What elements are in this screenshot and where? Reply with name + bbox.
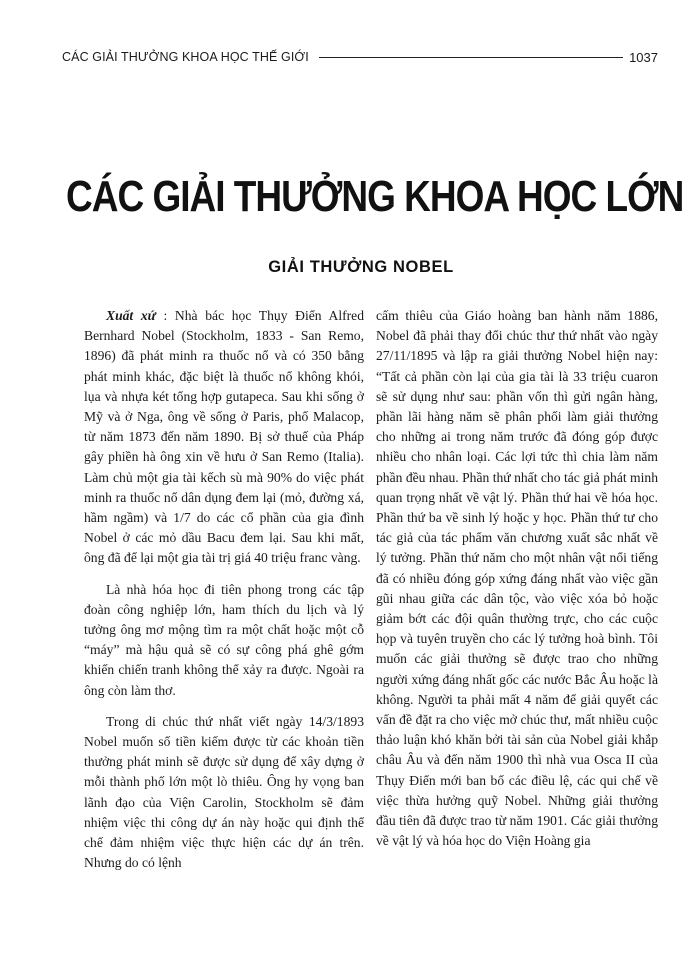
section-title: GIẢI THƯỞNG NOBEL xyxy=(268,258,454,276)
left-column xyxy=(84,306,364,884)
origin-body: : Nhà bác học Thụy Điển Alfred Bernhard Nobel (Stockholm, 1833 - San Remo, 1896) đã phát minh ra thuốc nổ và có 350 bằng phát minh khác, đặc biệt là thuốc nổ không khói, lụa và nhựa két tổng hợp gutapeca. Sau khi sống ở Mỹ và ở Nga, ông về sống ở Paris, phố Malacop, từ năm 1873 đến năm 1890. Bị sở thuế của Pháp gây phiền hà ông xin về hưu ở San Remo (Italia). Làm chủ một gia tài kếch sù mà 90% do việc phát minh ra thuốc nổ dân dụng đem lại (mỏ, đường xá, hầm ngầm) và 1/7 do các cổ phần của gia đình Nobel ở các mỏ dầu Bacu đem lại. Sau khi mất, ông đã để lại một gia tài trị giá 40 triệu franc vàng. xyxy=(84,308,364,566)
origin-lead-label: Xuất xứ xyxy=(106,308,156,323)
paragraph-first-will: Trong di chúc thứ nhất viết ngày 14/3/1893 Nobel muốn số tiền kiếm được từ các khoản tiền thưởng phát minh sẽ được sử dụng để xây dựng ở mỗi thành phố lớn một lò thiêu. Ông hy vọng ban lãnh đạo của Viện Carolin, Stockholm sẽ đảm nhiệm việc thi công dự án này hoặc qui định thể chế đảm nhiệm việc thực hiện các dự án trên. Nhưng do có lệnh xyxy=(84,713,364,871)
right-column xyxy=(376,306,658,862)
paragraph-origin xyxy=(84,306,364,569)
chapter-title: CÁC GIẢI THƯỞNG KHOA HỌC LỚN xyxy=(66,172,684,221)
page-number: 1037 xyxy=(629,49,658,65)
running-header xyxy=(62,46,658,68)
running-header-title: CÁC GIẢI THƯỞNG KHOA HỌC THẾ GIỚI xyxy=(62,50,309,64)
header-rule xyxy=(319,57,623,58)
paragraph-chemist: Là nhà hóa học đi tiên phong trong các tập đoàn công nghiệp lớn, ham thích du lịch và lý tưởng ông mơ mộng tìm ra một chất hoặc một cỗ “máy” mà hậu quả sẽ có sự công phá ghê gớm khiến chiến tranh không thể xảy ra được. Ngoài ra ông còn làm thơ. xyxy=(84,581,364,698)
paragraph-will-continued: cấm thiêu của Giáo hoàng ban hành năm 1886, Nobel đã phải thay đổi chúc thư thứ nhất vào ngày 27/11/1895 và lập ra giải thưởng Nobel hiện nay: “Tất cả phần còn lại của gia tài là 33 triệu cuaron sẽ sử dụng như sau: phần vốn thì gửi ngân hàng, phần lãi hàng năm sẽ phân phối làm giải thưởng cho những ai trong năm trước đã đóng góp được nhiều cho nhân loại. Các lợi tức thì chia làm năm phần đều nhau. Phần thứ nhất cho tác giả phát minh quan trọng nhất về vật lý. Phần thứ hai về hóa học. Phần thứ ba về sinh lý hoặc y học. Phần thứ tư cho tác giả của tác phẩm văn chương xuất sắc nhất về lý tưởng. Phần thứ năm cho một nhân vật nổi tiếng đã có nhiều đóng góp xứng đáng nhất vào việc gần gũi nhau giữa các dân tộc, vào việc xóa bỏ hoặc giảm bớt các đội quân thường trực, cho các cuộc họp và tuyên truyền cho các lý tưởng hoà bình. Tôi muốn các giải thưởng sẽ được trao cho những người xứng đáng nhất gốc các nước Bắc Âu hoặc là không. Người ta phải mất 4 năm để giải quyết các vấn đề đặt ra cho việc mở chúc thư, mất nhiều cuộc thảo luận khó khăn bởi tài sản của Nobel giải khắp châu Âu và đến năm 1900 thì nhà vua Osca II của Thụy Điển mới ban bố các điều lệ, các qui chế về việc thừa hưởng quỹ Nobel. Những giải thưởng đầu tiên đã được trao từ năm 1901. Các giải thưởng về vật lý và hóa học do Viện Hoàng gia xyxy=(376,308,658,849)
